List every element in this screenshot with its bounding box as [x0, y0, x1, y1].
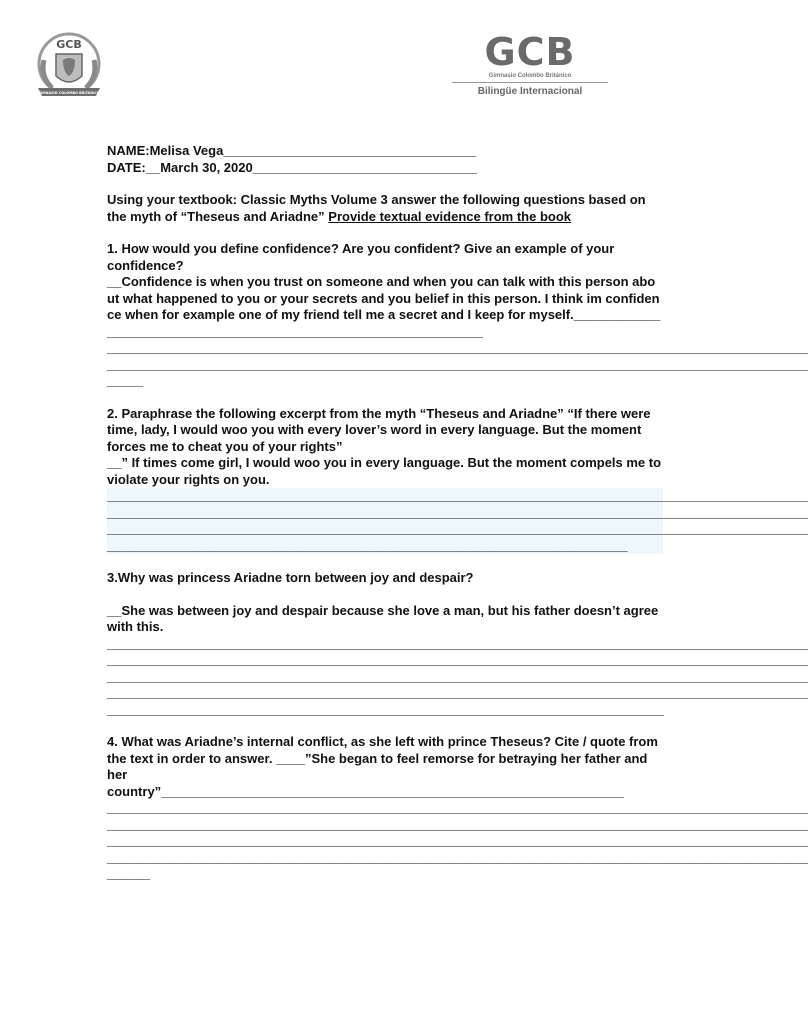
answer-line: _____: [107, 373, 144, 388]
answer-line: _____________________________________________________________________________: [107, 701, 664, 717]
answer-line: _________________________________________________________________________________________________: [107, 800, 808, 815]
answer-line: _________________________________________________________________________________________________: [107, 668, 808, 684]
wordmark-title: GCB: [484, 30, 576, 74]
answer-2-lines: [107, 488, 808, 554]
answer-2: __” If times come girl, I would woo you in every language. But the moment compels me to violate your rights on you.: [107, 455, 662, 487]
instructions: [107, 192, 663, 225]
answer-line: _________________________________________________________________________________________________: [107, 340, 808, 355]
answer-line: _________________________________________________________________________________________________: [107, 816, 808, 832]
answer-1: __Confidence is when you trust on someone and when you can talk with this person about what happened to you or your secrets and you belief in this person. I think im confidence when for example one of my friend tell me a secret and I keep for myself.________________________________________________________________: [107, 274, 661, 339]
answer-line: _________________________________________________________________________________________________: [107, 849, 808, 865]
worksheet-body: [107, 143, 808, 883]
answer-3: __She was between joy and despair because she love a man, but his father doesn’t agree with this.: [107, 602, 659, 634]
school-wordmark-logo: [452, 32, 608, 98]
date-field: DATE:__March 30, 2020_______________________________: [107, 159, 477, 175]
answer-line: _________________________________________________________________________________________________: [107, 635, 808, 651]
crest-ribbon-text: GIMNASIO COLOMBO BRITÁNICO: [38, 91, 100, 95]
wordmark-tagline: Bilingüe Internacional: [477, 86, 583, 97]
question-3: 3.Why was princess Ariadne torn between joy and despair?: [107, 570, 474, 585]
instructions-text: Using your textbook: Classic Myths Volume 3 answer the following questions based on the myth of “Theseus and Ariadne”: [107, 192, 646, 224]
question-2: 2. Paraphrase the following excerpt from the myth “Theseus and Ariadne” “If there were time, lady, I would woo you with every lover’s word in every language. But the moment forces me to cheat you of your rights”: [107, 405, 651, 454]
crest-icon: [30, 26, 108, 104]
answer-line: _________________________________________________________________________________________________: [107, 652, 808, 667]
name-field: NAME:Melisa Vega___________________________________: [107, 143, 477, 158]
school-crest-logo: [30, 26, 108, 104]
answer-line: _________________________________________________________________________________________________: [107, 488, 808, 503]
answer-line: ______: [107, 866, 151, 881]
answer-line: _________________________________________________________________________________________________: [107, 356, 808, 372]
crest-logo-text: GCB: [56, 38, 82, 51]
question-4: 4. What was Ariadne’s internal conflict, as she left with prince Theseus? Cite / quote from the text in order to answer. ____”She began to feel remorse for betraying her father and her: [107, 734, 658, 782]
answer-line: _________________________________________________________________________________________________: [107, 833, 808, 848]
answer-line: _________________________________________________________________________________________________: [107, 685, 808, 700]
instructions-underlined: Provide textual evidence from the book: [328, 208, 572, 224]
answer-line: _________________________________________________________________________________________________: [107, 504, 808, 520]
wordmark-subtitle: Gimnasio Colombo Británico: [488, 73, 572, 79]
question-1: 1. How would you define confidence? Are you confident? Give an example of your confidence?: [107, 241, 615, 273]
wordmark-divider: [452, 82, 608, 83]
answer-line: _________________________________________________________________________________________________: [107, 521, 808, 536]
answer-line: ________________________________________________________________________: [107, 537, 628, 553]
answer-4: country”________________________________________________________________: [107, 783, 624, 799]
